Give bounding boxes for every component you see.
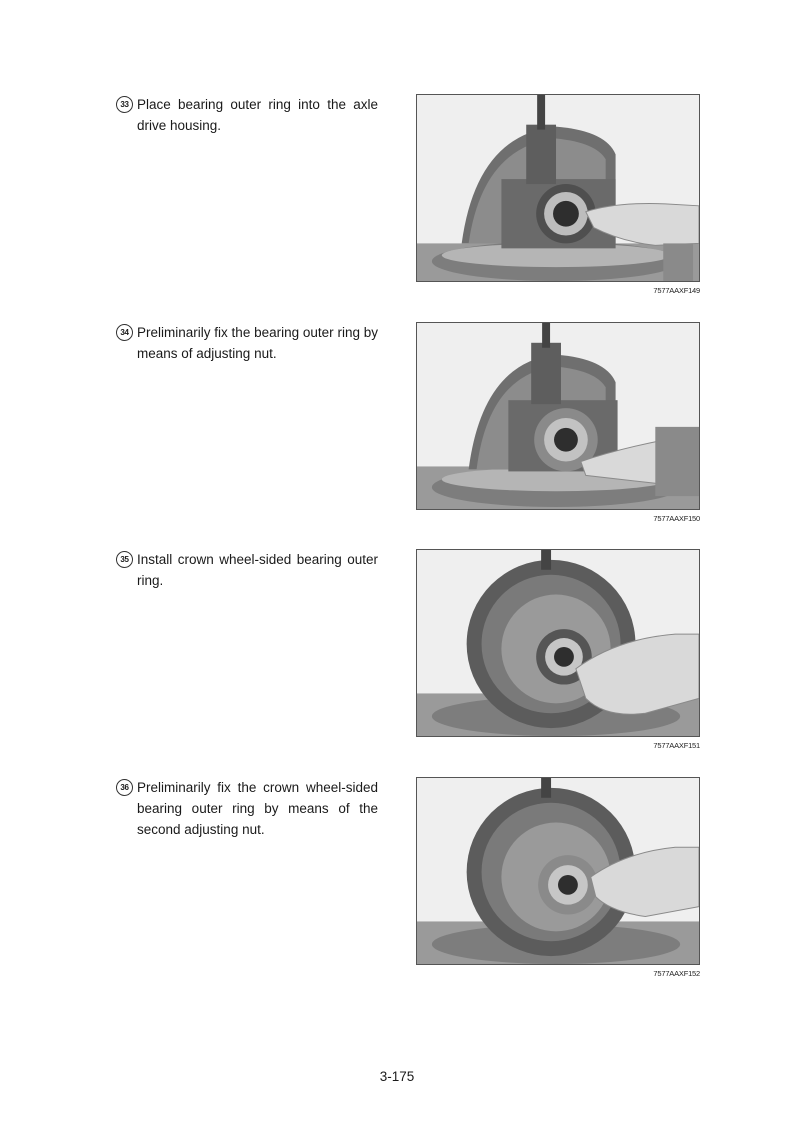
photo-second-adjusting-nut-fix (416, 777, 700, 965)
photo-bearing-outer-ring-placement (416, 94, 700, 282)
step-number-badge: 36 (116, 779, 133, 796)
photo-adjusting-nut-fix (416, 322, 700, 510)
step-34 (116, 322, 378, 364)
step-number-badge: 35 (116, 551, 133, 568)
step-instruction: Place bearing outer ring into the axle drive housing. (137, 97, 378, 133)
page-number: 3-175 (379, 1069, 415, 1084)
step-instruction: Install crown wheel-sided bearing outer ring. (137, 552, 378, 588)
figure-code: 7577AAXF151 (653, 741, 700, 750)
step-36 (116, 777, 378, 840)
step-number-badge: 33 (116, 96, 133, 113)
step-instruction: Preliminarily fix the crown wheel-sided bearing outer ring by means of the second adjusting nut. (137, 780, 378, 837)
step-number-badge: 34 (116, 324, 133, 341)
figure-code: 7577AAXF152 (653, 969, 700, 978)
figure-code: 7577AAXF149 (653, 286, 700, 295)
figure-code: 7577AAXF150 (653, 514, 700, 523)
step-35 (116, 549, 378, 591)
photo-crown-wheel-bearing-install (416, 549, 700, 737)
step-instruction: Preliminarily fix the bearing outer ring by means of adjusting nut. (137, 325, 378, 361)
step-33 (116, 94, 378, 136)
